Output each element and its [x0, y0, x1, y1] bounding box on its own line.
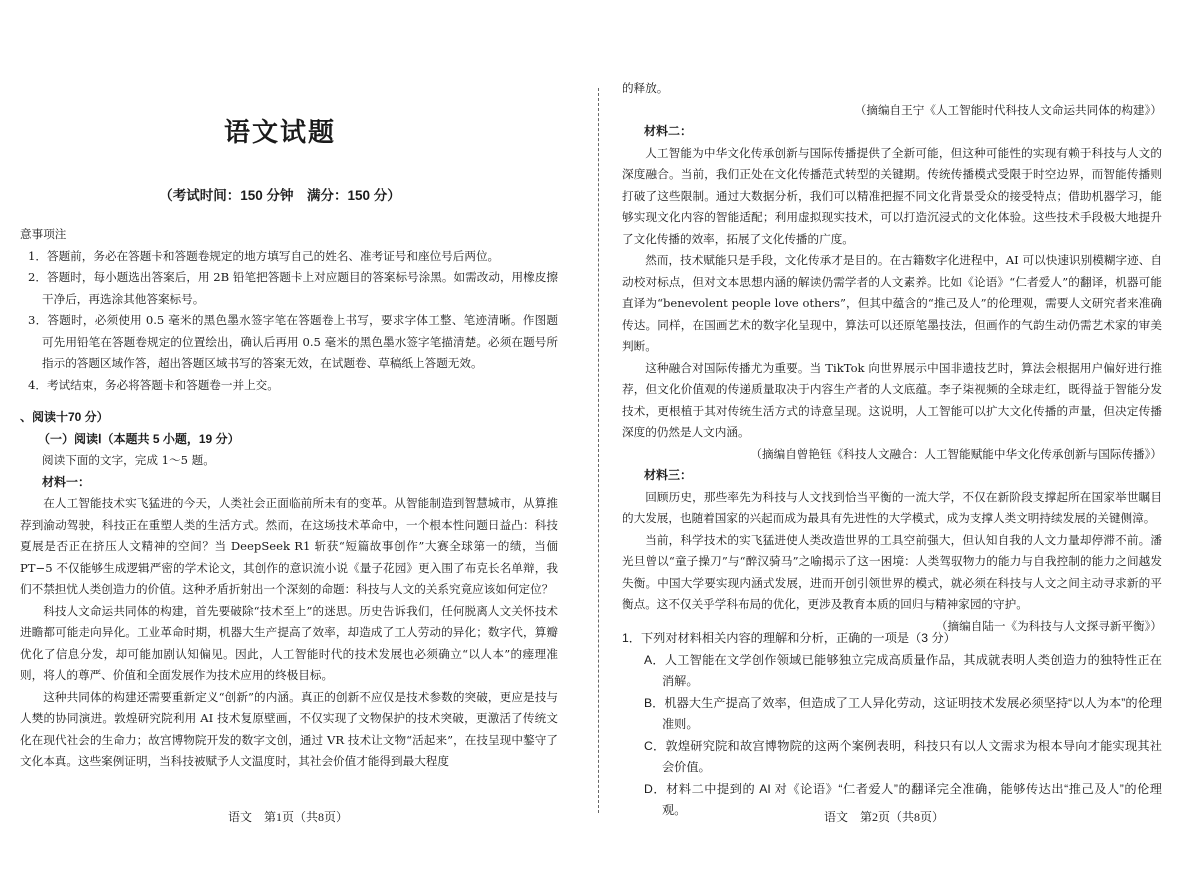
right-page: [602, 0, 1200, 874]
material-block: [622, 78, 1162, 637]
exam-subtitle: （考试时间：150 分钟 满分：150 分）: [159, 188, 401, 203]
notice-item: 3．答题时，必须使用 0.5 毫米的黑色墨水签字笔在答题卷上书写，要求字体工整、笔迹清晰。作图题可先用铅笔在答题卷规定的位置绘出，确认后再用 0.5 毫米的黑色墨水签字笔描清楚。必须在题号所指示的答题区域作答，超出答题区域书写的答案无效，在试题卷、草稿纸上答题无效。: [28, 313, 558, 370]
source-citation: （摘编自陆一《为科技与人文探寻新平衡》）: [935, 618, 1162, 633]
option-b: B．机器大生产提高了效率，但造成了工人异化劳动，这证明技术发展必须坚持“以人为本”的伦理准则。: [644, 695, 1162, 731]
material3-paragraph: 当前，科学技术的实飞猛进使人类改造世界的工具空前强大，但认知自我的人文力量却停滞不前。潘光旦曾以“童子操刀”与“醉汉骑马”之喻揭示了这一困境：人类驾驭物力的能力与自我控制的能力之间越发失衡。中国大学要实现内涵式发展，进而开创引领世界的模式，就必须在科技与人文之间主动寻求新的平衡点。这不仅关乎学科布局的优化，更涉及教育本质的回归与精神家园的守护。: [622, 532, 1162, 611]
notice-item: 4．考试结束，务必将答题卡和答题卷一并上交。: [28, 377, 279, 392]
material2-label: 材料二：: [644, 124, 693, 138]
question-stem: 1．下列对材料相关内容的理解和分析，正确的一项是（3 分）: [622, 631, 956, 645]
left-page: [0, 0, 598, 874]
material2-paragraph: 这种融合对国际传播尤为重要。当 TikTok 向世界展示中国非遗技艺时，算法会根据用户偏好进行推荐，但文化价值观的传递质量取决于内容生产者的人文底蕴。李子柒视频的全球走红，既得益于智能分发技术，更根植于其对传统生活方式的诗意呈现。这说明，人工智能可以扩大文化传播的声量，但决定传播深度的仍然是人文内涵。: [622, 360, 1162, 439]
question-1: [622, 628, 1162, 822]
option-c: C．敦煌研究院和故宫博物院的这两个案例表明，科技只有以人文需求为根本导向才能实现其社会价值。: [644, 738, 1162, 774]
exam-title: 语文试题: [223, 118, 336, 148]
material1-label: 材料一：: [42, 474, 91, 489]
source-citation: （摘编自曾艳钰《科技人文融合：人工智能赋能中华文化传承创新与国际传播》）: [750, 446, 1162, 461]
option-d: D．材料二中提到的 AI 对《论语》“仁者爱人”的翻译完全准确，能够传达出“推己及人”的伦理观。: [644, 781, 1162, 817]
material1-paragraph: 这种共同体的构建还需要重新定义“创新”的内涵。真正的创新不应仅是技术参数的突破，更应是技与人樊的协同演进。敦煌研究院利用 AI 技术复原壁画，不仅实现了文物保护的技术突破，更激活了传统文化在现代社会的生命力；故宫博物院开发的数字文创，通过 VR 技术让文物“活起来”，在技呈现中鏊守了文化本真。这些案例证明，当科技被赋予人文温度时，其社会价值才能得到最大程度: [20, 689, 558, 768]
material1-paragraph: 在人工智能技术实飞猛进的今天，人类社会正面临前所未有的变革。从智能制造到智慧城市，从算推荐到渝动驾驶，科技正在重塑人类的生活方式。然而，在这场技术革命中，一个根本性问题日益凸：科技夏展是否正在挤压人文精神的空间？当 DeepSeek R1 斩获“短篇故事创作”大赛全球第一的绩，当偭PT−5 不仅能够生成逻辑严密的学术论文，其创作的意识流小说《量子花园》更入围了布克长名单辩，我们不禁担忧人类创造力的价值。这种矛盾折射出一个深刻的命题：科技与人文的关系究竟应该如何定位？: [20, 496, 558, 596]
continuation-text: 的释放。: [622, 81, 669, 95]
source-citation: （摘编自王宁《人工智能时代科技人文命运共同体的构建》）: [854, 102, 1162, 117]
notice-item: 2．答题时，每小题选出答案后，用 2B 铅笔把答题卡上对应题目的答案标号涂黑。如需改动，用橡皮擦干净后，再选涂其他答案标号。: [28, 270, 558, 306]
notice-heading: 意事项注: [20, 227, 67, 241]
option-a: A．人工智能在文学创作领域已能够独立完成高质量作品，其成就表明人类创造力的独特性正在消解。: [644, 652, 1162, 688]
page-divider: [598, 88, 599, 813]
notice-block: [20, 224, 558, 396]
reading-block: [20, 407, 558, 773]
page-footer: 语文 第2页（共8页）: [824, 810, 945, 824]
material1-paragraph: 科技人文命运共同体的构建，首先要破除“技术至上”的迷思。历史告诉我们，任何脱离人文关怀技术进瞻都可能走向异化。工业革命时期，机器大生产提高了效率，却造成了工人劳动的异化；数字代，算瓣优化了信息分发，却可能加剧认知偏见。因此，人工智能时代的技术发展也必须确立“以人本”的瘗理准则，将人的尊严、价值和全面发展作为技术应用的终极目标。: [20, 603, 558, 682]
material2-paragraph: 然而，技术赋能只是手段，文化传承才是目的。在古籍数字化进程中，AI 可以快速识别模糊字迹、自动校对标点，但对文本思想内涵的解读仍需学者的人文素养。比如《论语》“仁者爱人”的翻译，机器可能直译为“benevolent people love others”，但其中蕴含的“推己及人”的伦理观，需要人文研究者来准确传达。同样，在国画艺术的数字化呈现中，算法可以还原笔墨技法，但画作的气韵生动仍需艺术家的审美判断。: [622, 253, 1162, 353]
page-footer: 语文 第1页（共8页）: [228, 810, 349, 824]
material3-paragraph: 回顾历史，那些率先为科技与人文找到恰当平衡的一流大学，不仅在新阶段支撑起所在国家举世瞩目的大发展，也随着国家的兴起而成为最具有先进性的大学模式，成为支撑人类文明持续发展的关键侧漳。: [622, 489, 1162, 525]
instruction: 阅读下面的文字，完成 1～5 题。: [42, 453, 215, 467]
notice-list: [20, 246, 558, 397]
notice-item: 1．答题前，务必在答题卡和答题卷规定的地方填写自己的姓名、准考证号和座位号后两位。: [28, 248, 500, 263]
material2-paragraph: 人工智能为中华文化传承创新与国际传播提供了全新可能，但这种可能性的实现有赖于科技与人文的深度融合。当前，我们正处在文化传播范式转型的关键期。传统传播模式受限于时空边界，而智能传播则打破了这些限制。通过大数据分析，我们可以精准把握不同文化背景受众的接受特点；借助机器学习，能够实现文化内容的智能适配；利用虚拟现实技术，可以打造沉浸式的文化体验。这些技术手段极大地提升了文化传播的效率，拓展了文化传播的广度。: [622, 145, 1162, 246]
material3-label: 材料三：: [644, 468, 693, 482]
section-heading: 、阅读十70 分）: [20, 410, 109, 424]
subsection-heading: （一）阅读Ⅰ（本题共 5 小题，19 分）: [38, 431, 240, 446]
